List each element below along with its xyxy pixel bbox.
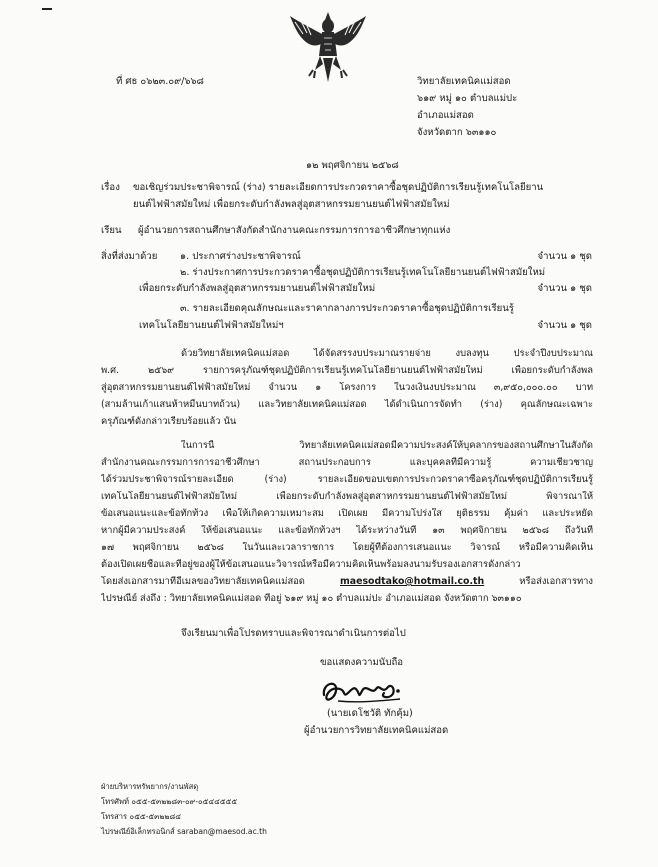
para2-line-2: สำนักงานคณะกรรมการการอาชีวศึกษา สถานประกอบการ และบุคคลที่มีความรู้ ความเชี่ยวชาญ: [101, 457, 593, 468]
para2-email-suffix: หรือส่งเอกสารทาง: [519, 576, 593, 587]
para2-line-9: [101, 576, 593, 588]
para1-line-4: (สามล้านเก้าแสนห้าหมื่นบาทถ้วน) และวิทยาลัยเทคนิคแม่สอด ได้ดำเนินการจัดทำ (ร่าง) คุณลักษณะเฉพาะ: [101, 399, 593, 410]
para2-line-6: หากผู้มีความประสงค์ ให้ข้อเสนอแนะ และข้อทักท้วงฯ ได้ระหว่างวันที่ ๑๓ พฤศจิกายน ๒๕๖๘ ถึงวันที่: [101, 525, 593, 536]
enclosure-3-qty: จำนวน ๑ ชุด: [537, 320, 592, 331]
to-recipient: ผู้อำนวยการสถานศึกษาสังกัดสำนักงานคณะกรรมการการอาชีวศึกษาทุกแห่ง: [138, 225, 451, 236]
footer-department: ฝ่ายบริหารทรัพยากร/งานพัสดุ: [101, 782, 199, 791]
footer-email: ไปรษณีย์อิเล็กทรอนิกส์ saraban@maesod.ac.th: [101, 827, 267, 836]
handwritten-signature-icon: [318, 673, 410, 707]
address-line-2: ๖๑๙ หมู่ ๑๐ ตำบลแม่ปะ: [417, 93, 518, 104]
address-line-4: จังหวัดตาก ๖๓๑๑๐: [417, 127, 497, 138]
address-line-1: วิทยาลัยเทคนิคแม่สอด: [417, 76, 511, 87]
regards-text: ขอแสดงความนับถือ: [320, 657, 404, 668]
para2-line-10: ไปรษณีย์ ส่งถึง : วิทยาลัยเทคนิคแม่สอด ที่อยู่ ๖๑๙ หมู่ ๑๐ ตำบลแม่ปะ อำเภอแม่สอด จังหวัดตาก ๖๓๑๑๐: [101, 593, 522, 604]
closing-sentence: จึงเรียนมาเพื่อโปรดทราบและพิจารณาดำเนินการต่อไป: [181, 628, 406, 639]
reference-number: ที่ ศธ ๐๖๒๓.๐๙/๖๖๘: [116, 76, 204, 87]
para2-line-1: ในการนี้ วิทยาลัยเทคนิคแม่สอดมีความประสงค์ให้บุคลากรของสถานศึกษาในสังกัด: [181, 440, 593, 451]
garuda-emblem-icon: [287, 8, 369, 86]
enclosure-1: ๑. ประกาศร่างประชาพิจารณ์: [180, 251, 301, 262]
enclosure-3-line-1: ๓. รายละเอียดคุณลักษณะและราคากลางการประกวดราคาซื้อชุดปฏิบัติการเรียนรู้: [180, 303, 514, 314]
enclosures-label: สิ่งที่ส่งมาด้วย: [101, 251, 158, 262]
para2-line-4: เทคโนโลยียานยนต์ไฟฟ้าสมัยใหม่ เพื่อยกระดับกำลังพลสู่อุตสาหกรรมยานยนต์ไฟฟ้าสมัยใหม่ พิจารณาให้: [101, 491, 593, 502]
enclosure-2-line-1: ๒. ร่างประกาศการประกวดราคาซื้อชุดปฏิบัติการเรียนรู้เทคโนโลยียานยนต์ไฟฟ้าสมัยใหม่: [180, 267, 546, 278]
footer-phone: โทรศัพท์ ๐๕๕-๕๓๒๒๘๓-๐๙-๐๕๔๔๕๕๕: [101, 797, 238, 806]
subject-line-2: ยนต์ไฟฟ้าสมัยใหม่ เพื่อยกระดับกำลังพลสู่อุตสาหกรรมยานยนต์ไฟฟ้าสมัยใหม่: [133, 199, 450, 210]
para1-line-1: ด้วยวิทยาลัยเทคนิคแม่สอด ได้จัดสรรงบประมาณรายจ่าย งบลงทุน ประจำปีงบประมาณ: [181, 348, 593, 359]
para2-line-5: ข้อเสนอแนะและข้อทักท้วง เพื่อให้เกิดความเหมาะสม เปิดเผย มีความโปร่งใส ยุติธรรม คุ้มค่า และประหยัด: [101, 508, 593, 519]
para2-line-8: ต้องเปิดเผยชื่อและที่อยู่ของผู้ให้ข้อเสนอแนะวิจารณ์หรือมีความคิดเห็นพร้อมลงนามรับรองเอกสารดังกล่าว: [101, 559, 521, 570]
para1-line-5: ครุภัณฑ์ดังกล่าวเรียบร้อยแล้ว นั้น: [101, 416, 237, 427]
footer-fax: โทรสาร ๐๕๕-๕๓๒๒๘๔: [101, 812, 181, 821]
para2-email-prefix: โดยส่งเอกสารมาที่อีเมลของวิทยาลัยเทคนิคแม่สอด: [101, 576, 305, 587]
para1-line-2: พ.ศ. ๒๕๖๙ รายการครุภัณฑ์ชุดปฏิบัติการเรียนรู้เทคโนโลยียานยนต์ไฟฟ้าสมัยใหม่ เพื่อยกระดับกำลังพล: [101, 365, 593, 376]
contact-email-link[interactable]: maesodtako@hotmail.co.th: [340, 576, 485, 587]
enclosure-2-qty: จำนวน ๑ ชุด: [537, 283, 592, 294]
para1-line-3: สู่อุตสาหกรรมยานยนต์ไฟฟ้าสมัยใหม่ จำนวน ๑ โครงการ ในวงเงินงบประมาณ ๓,๙๕๐,๐๐๐.๐๐ บาท: [101, 382, 593, 393]
para2-line-7: ๑๗ พฤศจิกายน ๒๕๖๘ ในวันและเวลาราชการ โดยผู้ที่ต้องการเสนอแนะ วิจารณ์ หรือมีความคิดเห็น: [101, 542, 593, 553]
signatory-name: (นายเดโชวัติ ทักคุ้ม): [327, 708, 413, 719]
para2-line-3: ได้ร่วมประชาพิจารณ์รายละเอียด (ร่าง) รายละเอียดขอบเขตการประกวดราคาซื้อครุภัณฑ์ชุดปฏิบัติการเรียนรู้: [101, 474, 593, 485]
signatory-position: ผู้อำนวยการวิทยาลัยเทคนิคแม่สอด: [304, 725, 449, 736]
enclosure-2-line-2: เพื่อยกระดับกำลังพลสู่อุตสาหกรรมยานยนต์ไฟฟ้าสมัยใหม่: [139, 283, 376, 294]
subject-label: เรื่อง: [101, 182, 120, 193]
scan-edge-mark: [42, 8, 52, 10]
address-line-3: อำเภอแม่สอด: [417, 110, 474, 121]
letter-date: ๑๒ พฤศจิกายน ๒๕๖๘: [306, 160, 399, 171]
enclosure-3-line-2: เทคโนโลยียานยนต์ไฟฟ้าสมัยใหม่ฯ: [139, 320, 284, 331]
to-label: เรียน: [101, 225, 122, 236]
enclosure-1-qty: จำนวน ๑ ชุด: [537, 251, 592, 262]
subject-line-1: ขอเชิญร่วมประชาพิจารณ์ (ร่าง) รายละเอียดการประกวดราคาซื้อชุดปฏิบัติการเรียนรู้เทคโนโลยียาน: [133, 182, 544, 193]
